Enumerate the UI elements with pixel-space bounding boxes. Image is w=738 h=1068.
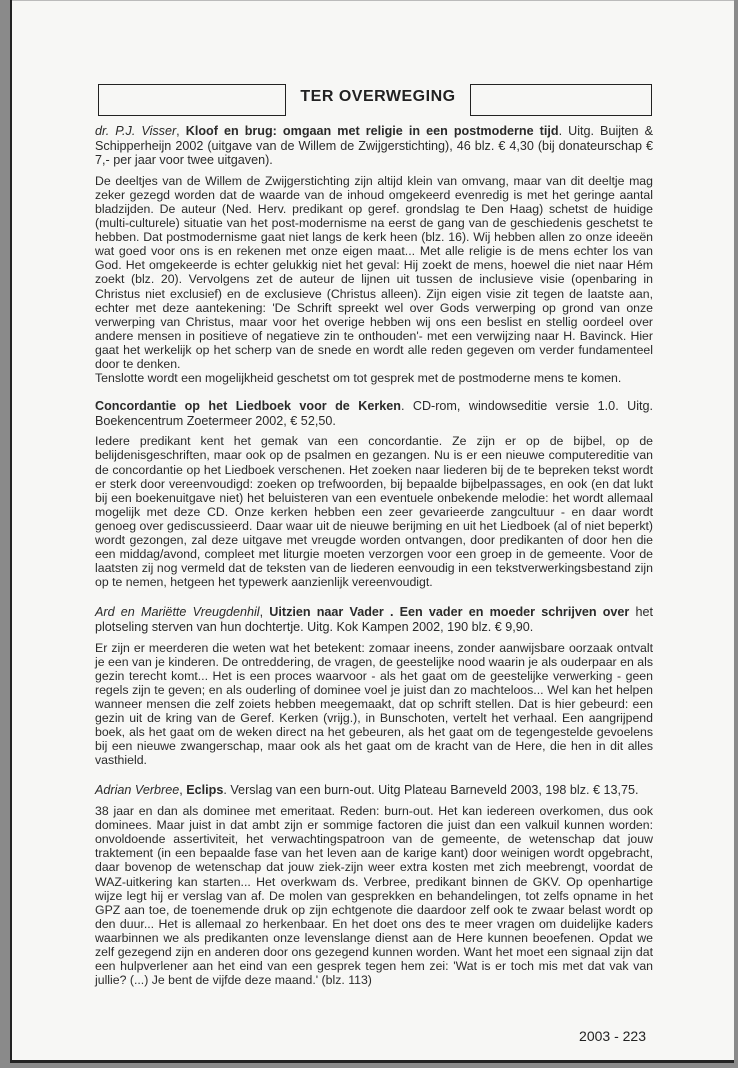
page-number: 2003 - 223 [579,1028,646,1044]
review-title: Concordantie op het Liedboek voor de Kerken [95,399,401,414]
review-title: Eclips [186,783,224,798]
review-author: Ard en Mariëtte Vreugdenhil [95,605,260,620]
review-visser [95,124,653,385]
review-reference: dr. P.J. Visser, Kloof en brug: omgaan met religie in een postmoderne tijd. Uitg. Buijten & Schipperheijn 2002 (uitgave van de Willem de Zwijgerstichting), 46 blz. € 4,30 (bij donateurschap € 7,- per jaar voor twee uitgaven). [95,124,654,168]
review-title: Uitzien naar Vader . Een vader en moeder schrijven over [269,605,630,620]
review-body: Tenslotte wordt een mogelijkheid geschetst om tot gesprek met de postmoderne mens te komen. [95,371,622,386]
review-details: . Uitg. Buijten & Schipperheijn 2002 (uitgave van de Willem de Zwijgerstichting), 46 blz. € 4,30 (bij donateurschap € 7,- per jaar voor twee uitgaven). [95,124,654,168]
review-body: Iedere predikant kent het gemak van een concordantie. Ze zijn er op de bijbel, op de belijdenisgeschriften, maar ook op de psalmen en gezangen. Nu is er een nieuwe computereditie van de concordantie op het Liedboek verschenen. Het zoeken naar liederen bij de te bepreken tekst wordt er sterk door vereenvoudigd: zoeken op trefwoorden, bij bepaalde bijbelpassages, en ook (en dat lukt bij een boekenuitgave niet) het beluisteren van een eventuele onbekende melodie: het wordt allemaal mogelijk met deze CD. Onze kerken hebben een zeer gevarieerde zangcultuur - en daar wordt genoeg over gediscussieerd. Daar waar uit de nieuwe berijming en uit het Liedboek (al of niet beperkt) wordt gezongen, zal deze uitgave met vreugde worden ontvangen, door predikanten of door hen die een middag/avond, compleet met liturgie moeten verzorgen voor een groep in de gemeente. Voor de laatsten zij nog vermeld dat de teksten van de liederen eenvoudig in een tekstverwerkingsbestand zijn op te nemen, hetgeen het typewerk aanzienlijk vereenvoudigt. [95,434,653,590]
header-frame-right [470,84,652,116]
review-reference: Adrian Verbree, Eclips. Verslag van een burn-out. Uitg Plateau Barneveld 2003, 198 blz. € 13,75. [95,783,639,798]
review-details: . Verslag van een burn-out. Uitg Plateau Barneveld 2003, 198 blz. € 13,75. [223,783,639,798]
review-author: dr. P.J. Visser [95,124,177,138]
review-title: Kloof en brug: omgaan met religie in een postmoderne tijd [185,124,559,138]
review-body: Er zijn er meerderen die weten wat het betekent: zomaar ineens, zonder aanwijsbare oorzaak ontvalt je een van je kinderen. De ontreddering, de vragen, de geestelijke nood waarin je als ouderpaar en als gezin terecht komt... Het is een proces waarvoor - als het gaat om de geestelijke verwerking - geen regels zijn te geven; en als ouderling of dominee voel je juist dan zo machteloos... Wel kan het helpen wanneer mensen die zelf zoiets hebben meegemaakt, dat op schrift stellen. Dat is hier gebeurd: een gezin uit de kring van de Geref. Kerken (vrijg.), in Bunschoten, vertelt het verhaal. Een aangrijpend boek, als het gaat om de weken direct na het gebeuren, als het gaat om de tegengestelde gevoelens bij een nieuwe zwangerschap, maar ook als het gaat om de kracht van de Here, die hen in dit alles vasthield. [95,640,653,768]
review-concordantie [95,399,653,589]
review-reference: Ard en Mariëtte Vreugdenhil, Uitzien naar Vader . Een vader en moeder schrijven over het plotseling sterven van hun dochtertje. Uitg. Kok Kampen 2002, 190 blz. € 9,90. [95,605,653,634]
top-rule [12,0,734,1]
section-title: TER OVERWEGING [300,88,456,105]
header-frame-left [98,84,286,116]
review-vreugdenhil [95,605,653,767]
review-verbree [95,783,653,987]
review-author: Adrian Verbree [95,783,180,798]
review-body: 38 jaar en dan als dominee met emeritaat. Reden: burn-out. Het kan iedereen overkomen, dus ook dominees. Maar juist in dat ambt zijn er sommige factoren die juist dan een valkuil kunnen worden: onvoldoende assertiviteit, het verwachtingspatroon van de gemeente, de wetenschap dat jouw traktement (in een bepaalde fase van het leven aan de karige kant) door weinigen wordt opgebracht, daar bovenop de wetenschap dat jouw ziek-zijn weer extra kosten met zich meebrengt, voordat de WAZ-uitkering kan starten... Het overkwam ds. Verbree, predikant binnen de GKV. Op openhartige wijze legt hij er verslag van af. De molen van gesprekken en behandelingen, tot zelfs opname in het GPZ aan toe, de toenemende druk op zijn echtgenote die daardoor zelf ook te zwaar belast wordt op den duur... Het is allemaal zo herkenbaar. En het doet ons des te meer vragen om duidelijke kaders waarbinnen we als predikanten onze levenslange dienst aan de Here kunnen beoefenen. Opdat we zelf gezegend zijn en anderen door ons gezegend kunnen worden. Want het moet een signaal zijn dat een hulpverlener aan het eind van een gesprek tegen hem zei: 'Wat is er toch mis met dat vak van jullie? (...) Je bent de vijfde deze maand.' (blz. 113) [95,804,653,988]
review-body: De deeltjes van de Willem de Zwijgerstichting zijn altijd klein van omvang, maar van dit deeltje mag zeker gezegd worden dat de waarde van de inhoud omgekeerd evenredig is met het geringe aantal bladzijden. De auteur (Ned. Herv. predikant op geref. grondslag te Den Haag) schetst de huidige (multi-culturele) situatie van het post-modernisme na eerst de gang van de geschiedenis geschetst te hebben. Dat postmodernisme gaat niet langs de kerk heen (blz. 16). Wij hebben allen zo onze ideeën wat goed voor ons is en rekenen met onze eigen maat... Met alle religie is de mens echter los van God. Het omgekeerde is echter gelukkig niet het geval: Hij zoekt de mens, hoewel die niet naar Hém zoekt (blz. 20). Vervolgens zet de auteur de lijnen uit tussen de inclusieve visie (openbaring in Christus niet exclusief) en de exclusieve (Christus alleen). Zijn eigen visie zit tegen de laatste aan, echter met deze aantekening: 'De Schrift spreekt wel over Gods verwerping op grond van onze verwerping van Christus, maar voor het overige hebben wij ons een beslist en stellig oordeel over andere mensen in positieve of negatieve zin te onthouden'- met een verwijzing naar H. Bavinck. Hier gaat het werkelijk op het scherp van de snede en wordt alle reden gegeven om verder fundamenteel door te denken. [95,173,653,371]
review-details: . CD-rom, windowseditie versie 1.0. Uitg. Boekencentrum Zoetermeer 2002, € 52,50. [95,399,654,428]
review-details: het plotseling sterven van hun dochtertje. Uitg. Kok Kampen 2002, 190 blz. € 9,90. [95,605,653,634]
review-reference [95,399,653,428]
document-page [10,0,734,1063]
reviews-column [95,124,653,987]
